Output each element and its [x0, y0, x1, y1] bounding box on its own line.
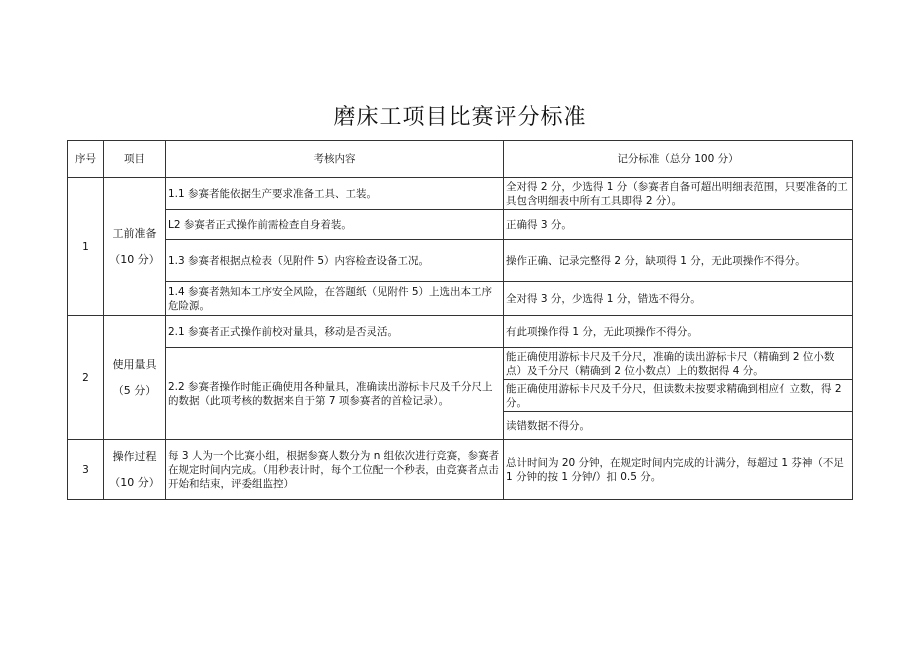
section-no: 3 — [68, 440, 104, 500]
section-project-label: 使用量具 — [112, 357, 157, 371]
table-row — [68, 440, 853, 500]
table-header-row — [68, 141, 853, 178]
scoring-cell: 总计时间为 20 分钟，在规定时间内完成的计满分，每超过 1 芬神（不足 1 分钟的按 1 分钟/）扣 0.5 分。 — [504, 440, 853, 500]
scoring-cell: 全对得 2 分，少选得 1 分（参赛者自备可超出明细表范围，只要准备的工具包含明细表中所有工具即得 2 分）。 — [504, 178, 853, 210]
content-cell: 2.2 参赛者操作时能正确使用各种量具，准确读出游标卡尺及千分尺上的数据（此项考核的数据来自于第 7 项参赛者的首检记录）。 — [166, 348, 504, 440]
table-row — [68, 348, 853, 380]
header-content: 考核内容 — [166, 141, 504, 178]
page-title: 磨床工项目比赛评分标准 — [333, 105, 587, 130]
section-points: （5 分） — [112, 383, 157, 397]
table-row — [68, 240, 853, 282]
section-no: 1 — [68, 178, 104, 316]
scoring-table — [67, 140, 853, 500]
section-project — [104, 440, 166, 500]
scoring-cell: 操作正确、记录完整得 2 分，缺项得 1 分，无此项操作不得分。 — [504, 240, 853, 282]
scoring-cell: 有此项操作得 1 分，无此项操作不得分。 — [504, 316, 853, 348]
content-cell: 1.4 参赛者熟知本工序安全风险，在答题纸（见附件 5）上选出本工序危险源。 — [166, 282, 504, 316]
scoring-cell: 全对得 3 分，少选得 1 分，错选不得分。 — [504, 282, 853, 316]
content-cell: 1.3 参赛者根据点检表（见附件 5）内容检查设备工况。 — [166, 240, 504, 282]
table-row — [68, 210, 853, 240]
header-scoring: 记分标准（总分 100 分） — [504, 141, 853, 178]
scoring-cell: 正确得 3 分。 — [504, 210, 853, 240]
section-points: （10 分） — [109, 475, 160, 489]
content-cell: 2.1 参赛者正式操作前校对量具，移动是否灵活。 — [166, 316, 504, 348]
section-project — [104, 178, 166, 316]
section-project — [104, 316, 166, 440]
section-points: （10 分） — [109, 252, 160, 266]
header-no: 序号 — [68, 141, 104, 178]
header-project: 项目 — [104, 141, 166, 178]
table-row — [68, 316, 853, 348]
scoring-cell: 能正确使用游标卡尺及千分尺，准确的读出游标卡尺（精确到 2 位小数点）及千分尺（精确到 2 位小数点）上的数据得 4 分。 — [504, 348, 853, 380]
scoring-cell: 能正确使用游标卡尺及千分尺，但读数未按要求精确到相应亻立数，得 2 分。 — [504, 380, 853, 412]
section-no: 2 — [68, 316, 104, 440]
table-row — [68, 282, 853, 316]
section-project-label: 工前准备 — [112, 226, 157, 240]
content-cell: 1.1 参赛者能依据生产要求准备工具、工装。 — [166, 178, 504, 210]
section-project-label: 操作过程 — [112, 449, 157, 463]
content-cell: 每 3 人为一个比赛小组，根据参赛人数分为 n 组依次进行竞赛，参赛者在规定时间内完成。（用秒表计时，每个工位配一个秒表，由竞赛者点击开始和结束，评委组监控） — [166, 440, 504, 500]
table-row — [68, 178, 853, 210]
content-cell: L2 参赛者正式操作前需检查自身着装。 — [166, 210, 504, 240]
scoring-cell: 读错数据不得分。 — [504, 412, 853, 440]
